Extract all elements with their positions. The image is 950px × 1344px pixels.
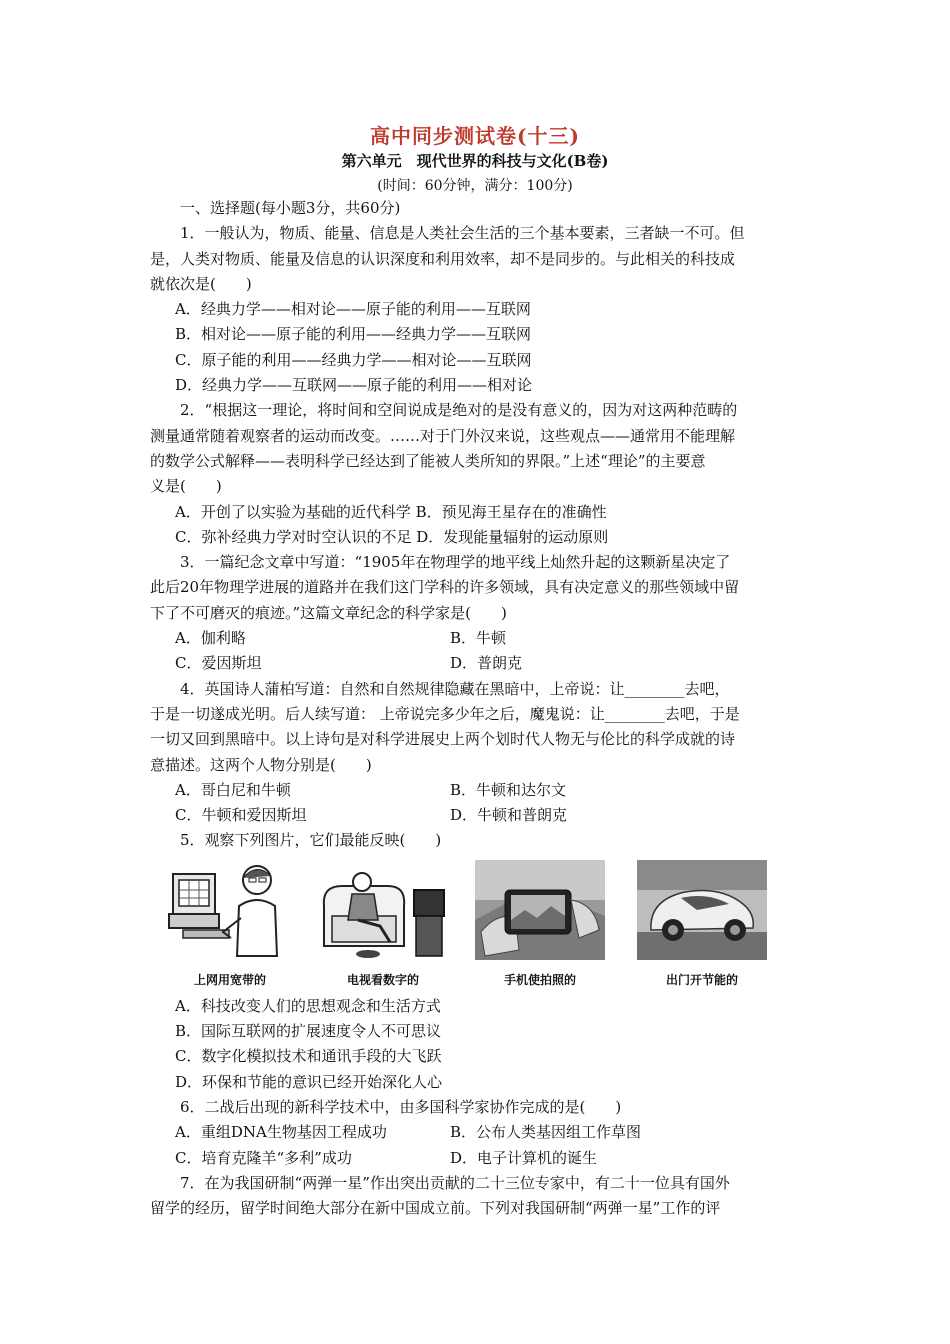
option-c: C．数字化模拟技术和通讯手段的大飞跃 xyxy=(175,1047,442,1066)
figure-caption: 电视看数字的 xyxy=(346,972,419,987)
option-d: D．环保和节能的意识已经开始深化人心 xyxy=(175,1072,443,1091)
picture-row xyxy=(150,860,810,990)
option-row xyxy=(150,651,810,676)
section-heading: 一、选择题(每小题3分，共60分) xyxy=(180,199,401,217)
question-line: 3．一篇纪念文章中写道：“1905年在物理学的地平线上灿然升起的这颗新星决定了 xyxy=(180,553,731,572)
option-c: C．培育克隆羊“多利”成功 xyxy=(175,1148,352,1167)
question-line: 是，人类对物质、能量及信息的认识深度和利用效率，却不是同步的。与此相关的科技成 xyxy=(150,249,736,268)
option-row xyxy=(150,500,810,525)
option-b: B．牛顿 xyxy=(450,629,507,648)
option-d: D．经典力学——互联网——原子能的利用——相对论 xyxy=(175,376,533,395)
option-b: B．牛顿和达尔文 xyxy=(450,780,567,799)
question-line: 7．在为我国研制“两弹一星”作出突出贡献的二十三位专家中，有二十一位具有国外 xyxy=(180,1173,730,1192)
question-line: 义是( ) xyxy=(150,477,222,496)
question-line: 留学的经历，留学时间绝大部分在新中国成立前。下列对我国研制“两弹一星”工作的评 xyxy=(150,1199,721,1218)
option-c: C．爱因斯坦 xyxy=(175,654,262,673)
question-line: 意描述。这两个人物分别是( ) xyxy=(150,755,372,774)
question-line: 下了不可磨灭的痕迹。”这篇文章纪念的科学家是( ) xyxy=(150,603,507,622)
phone-camera-photo xyxy=(475,860,605,960)
question-line: 4．英国诗人蒲柏写道：自然和自然规律隐藏在黑暗中，上帝说：让________去吧， xyxy=(180,679,730,698)
question-line: 就依次是( ) xyxy=(150,274,252,293)
option-a: A．科技改变人们的思想观念和生活方式 xyxy=(175,996,441,1015)
option-d: D．发现能量辐射的运动原则 xyxy=(416,527,609,546)
option-row xyxy=(150,1146,810,1171)
option-row xyxy=(150,1120,810,1145)
electric-car-photo xyxy=(637,860,767,960)
option-c: C．原子能的利用——经典力学——相对论——互联网 xyxy=(175,350,532,369)
figure-digital-tv xyxy=(318,860,448,993)
computer-user-illustration xyxy=(165,860,295,960)
exam-subtitle: 第六单元 现代世界的科技与文化(B卷) xyxy=(341,152,609,170)
option-a: A．开创了以实验为基础的近代科学 xyxy=(175,502,411,521)
option-b: B．相对论——原子能的利用——经典力学——互联网 xyxy=(175,325,532,344)
option-c: C．牛顿和爱因斯坦 xyxy=(175,806,307,825)
tv-viewer-illustration xyxy=(318,860,448,960)
figure-phone-photo xyxy=(475,860,605,993)
option-b: B．预见海王星存在的准确性 xyxy=(415,502,607,521)
question-line: 6．二战后出现的新科学技术中，由多国科学家协作完成的是( ) xyxy=(180,1097,622,1116)
question-line: 1．一般认为，物质、能量、信息是人类社会生活的三个基本要素，三者缺一不可。但 xyxy=(180,224,745,243)
question-line: 的数学公式解释——表明科学已经达到了能被人类所知的界限。”上述“理论”的主要意 xyxy=(150,451,706,470)
exam-title: 高中同步测试卷(十三) xyxy=(370,124,580,148)
option-b: B．国际互联网的扩展速度令人不可思议 xyxy=(175,1022,442,1041)
figure-caption: 出门开节能的 xyxy=(665,972,738,987)
figure-caption: 上网用宽带的 xyxy=(193,972,266,987)
option-row xyxy=(150,778,810,803)
question-line: 5．观察下列图片，它们最能反映( ) xyxy=(180,831,442,850)
option-row xyxy=(150,626,810,651)
option-a: A．哥白尼和牛顿 xyxy=(175,780,291,799)
figure-broadband xyxy=(165,860,295,993)
exam-content xyxy=(150,196,810,1221)
option-a: A．重组DNA生物基因工程成功 xyxy=(175,1123,387,1142)
option-a: A．经典力学——相对论——原子能的利用——互联网 xyxy=(175,300,531,319)
question-line: 此后20年物理学进展的道路并在我们这门学科的许多领域，具有决定意义的那些领域中留 xyxy=(150,578,740,597)
question-line: 一切又回到黑暗中。以上诗句是对科学进展史上两个划时代人物无与伦比的科学成就的诗 xyxy=(150,730,736,749)
option-row xyxy=(150,525,810,550)
option-row xyxy=(150,803,810,828)
question-line: 2．“根据这一理论，将时间和空间说成是绝对的是没有意义的，因为对这两种范畴的 xyxy=(180,401,738,420)
option-a: A．伽利略 xyxy=(175,629,246,648)
option-b: B．公布人类基因组工作草图 xyxy=(450,1123,642,1142)
figure-caption: 手机使拍照的 xyxy=(503,972,576,987)
option-d: D．牛顿和普朗克 xyxy=(450,806,568,825)
option-d: D．电子计算机的诞生 xyxy=(450,1148,598,1167)
option-c: C．弥补经典力学对时空认识的不足 xyxy=(175,527,412,546)
option-d: D．普朗克 xyxy=(450,654,523,673)
question-line: 测量通常随着观察者的运动而改变。……对于门外汉来说，这些观点——通常用不能理解 xyxy=(150,426,736,445)
question-line: 于是一切遂成光明。后人续写道： 上帝说完多少年之后，魔鬼说：让________去吧，于是 xyxy=(150,704,740,723)
figure-energy-saving xyxy=(637,860,767,993)
time-info: (时间：60分钟，满分：100分) xyxy=(377,178,573,194)
